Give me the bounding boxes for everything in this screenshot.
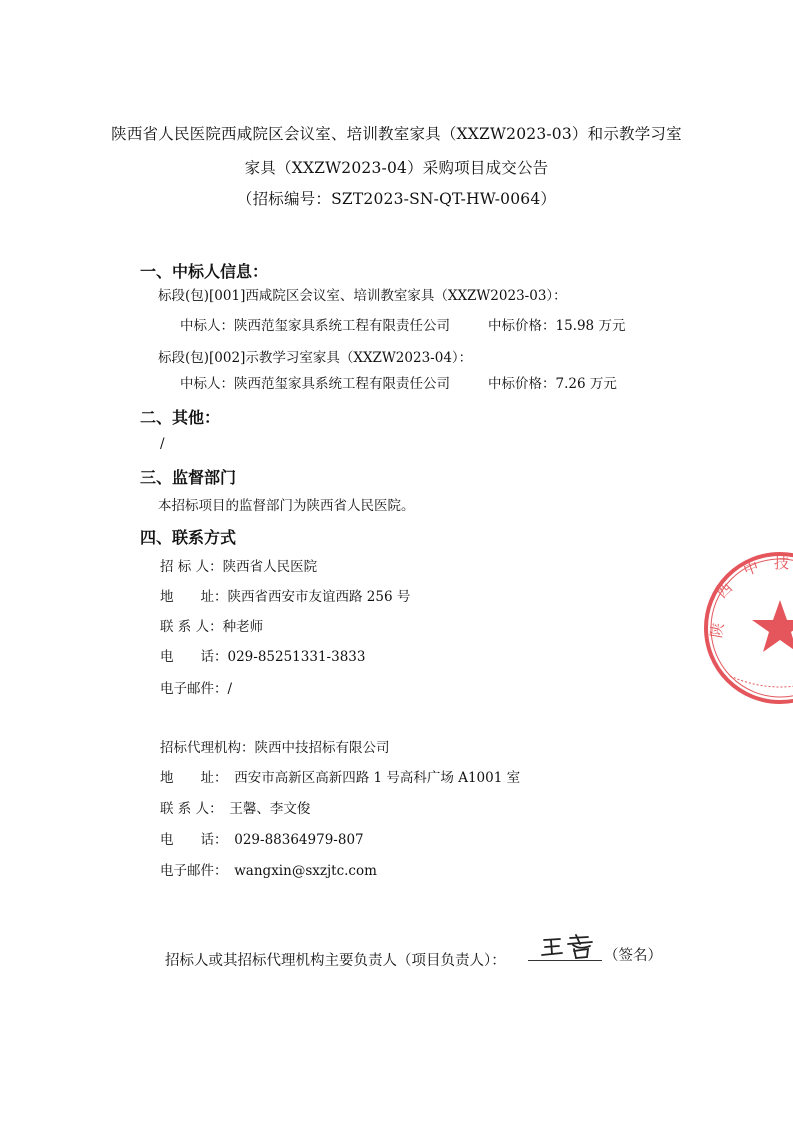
- section-heading-supervision: 三、监督部门: [140, 468, 237, 487]
- buyer-contact: 联 系 人：种老师: [160, 619, 264, 635]
- svg-text:西: 西: [712, 578, 737, 602]
- section-heading-contact: 四、联系方式: [140, 528, 237, 547]
- lot-1-label: 标段(包)[001]西咸院区会议室、培训教室家具（XXZW2023-03）：: [158, 288, 567, 304]
- agency-phone: 电 话： 029-88364979-807: [160, 832, 364, 848]
- svg-text:技: 技: [774, 554, 790, 572]
- title-line-1: 陕西省人民医院西咸院区会议室、培训教室家具（XXZW2023-03）和示教学习室: [111, 125, 682, 143]
- buyer-phone: 电 话：029-85251331-3833: [160, 649, 366, 665]
- other-content: /: [160, 436, 165, 452]
- buyer-address: 地 址：陕西省西安市友谊西路 256 号: [160, 589, 411, 605]
- lot-2-price: 中标价格：7.26 万元: [488, 376, 617, 392]
- signature-label: 招标人或其招标代理机构主要负责人（项目负责人）：: [165, 953, 506, 969]
- handwritten-signature: [540, 934, 598, 960]
- lot-2-label: 标段(包)[002]示教学习室家具（XXZW2023-04）：: [158, 350, 473, 366]
- supervision-content: 本招标项目的监督部门为陕西省人民医院。: [158, 498, 415, 514]
- section-heading-other: 二、其他：: [140, 408, 221, 427]
- lot-2-winner: 中标人：陕西范玺家具系统工程有限责任公司: [180, 376, 450, 392]
- agency-email: 电子邮件： wangxin@sxzjtc.com: [160, 863, 377, 879]
- official-seal-stamp: [700, 548, 793, 708]
- bid-number: （招标编号：SZT2023-SN-QT-HW-0064）: [236, 190, 557, 208]
- buyer-email: 电子邮件：/: [160, 681, 233, 697]
- section-heading-winner: 一、中标人信息：: [140, 262, 269, 281]
- agency-name: 招标代理机构：陕西中技招标有限公司: [160, 740, 390, 756]
- agency-address: 地 址： 西安市高新区高新四路 1 号高科广场 A1001 室: [160, 770, 521, 786]
- title-line-2: 家具（XXZW2023-04）采购项目成交公告: [244, 159, 549, 177]
- svg-text:中: 中: [740, 557, 762, 580]
- lot-1-price: 中标价格：15.98 万元: [488, 318, 626, 334]
- signature-line: [528, 960, 602, 961]
- agency-contact: 联 系 人： 王馨、李文俊: [160, 801, 311, 817]
- svg-text:陕: 陕: [707, 621, 728, 640]
- lot-1-winner: 中标人：陕西范玺家具系统工程有限责任公司: [180, 318, 450, 334]
- buyer-name: 招 标 人：陕西省人民医院: [160, 559, 318, 575]
- signature-suffix: （签名）: [604, 948, 662, 964]
